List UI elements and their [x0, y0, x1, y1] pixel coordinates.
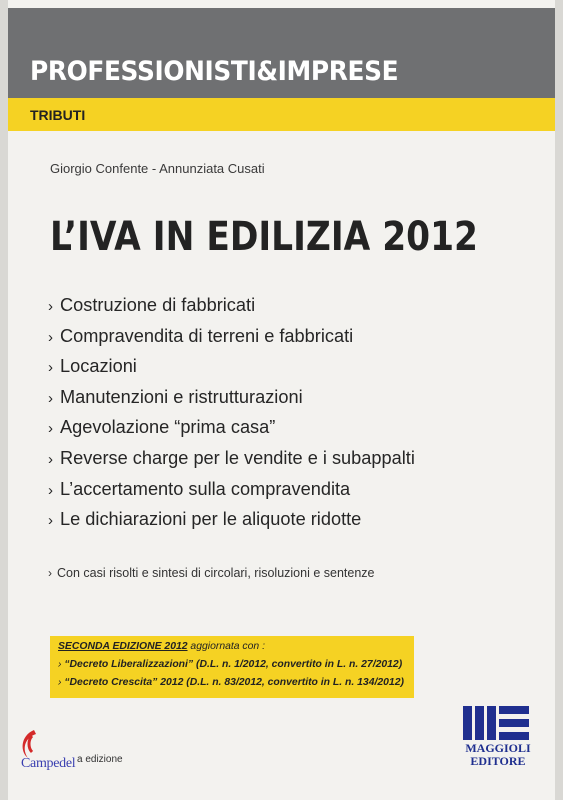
bullet-icon: ›: [48, 298, 53, 315]
bullet-icon: ›: [58, 659, 62, 670]
book-title: L’IVA IN EDILIZIA 2012: [50, 214, 478, 260]
category-band: [8, 98, 555, 131]
edition-label: a edizione: [77, 754, 123, 765]
edition-update-2: › “Decreto Crescita” 2012 (D.L. n. 83/2012, convertito in L. n. 134/2012): [58, 677, 404, 688]
topic-item: › Agevolazione “prima casa”: [48, 413, 415, 444]
topic-item: › Costruzione di fabbricati: [48, 291, 415, 322]
topic-item: › Manutenzioni e ristrutturazioni: [48, 383, 415, 414]
edition-box: [50, 636, 414, 698]
authors: Giorgio Confente - Annunziata Cusati: [50, 161, 265, 176]
bullet-icon: ›: [48, 450, 53, 468]
bullet-icon: ›: [48, 512, 53, 530]
topic-item: › L’accertamento sulla compravendita: [48, 475, 415, 506]
topic-item: › Compravendita di terreni e fabbricati: [48, 322, 415, 353]
bullet-icon: ›: [48, 566, 52, 580]
bullet-icon: ›: [48, 328, 53, 346]
bullet-icon: ›: [48, 389, 53, 407]
bullet-icon: ›: [48, 481, 53, 499]
topic-item: › Reverse charge per le vendite e i subappalti: [48, 444, 415, 475]
extras-note: › Con casi risolti e sintesi di circolari, risoluzioni e sentenze: [48, 566, 375, 580]
bullet-icon: ›: [48, 359, 53, 377]
left-edge: [0, 0, 8, 800]
bullet-icon: ›: [58, 677, 62, 688]
topic-item: › Le dichiarazioni per le aliquote ridotte: [48, 505, 415, 536]
series-title: PROFESSIONISTI&IMPRESE: [30, 56, 399, 87]
category-label: TRIBUTI: [30, 107, 86, 123]
publisher-name: MAGGIOLI EDITORE: [465, 741, 531, 768]
bookshop-stamp-text: Campedel: [21, 756, 76, 771]
edition-update-1: › “Decreto Liberalizzazioni” (D.L. n. 1/2012, convertito in L. n. 27/2012): [58, 659, 403, 670]
topic-list: [48, 291, 415, 536]
right-edge: [555, 0, 563, 800]
topic-item: › Locazioni: [48, 352, 415, 383]
edition-heading: SECONDA EDIZIONE 2012 aggiornata con :: [58, 641, 265, 652]
bullet-icon: ›: [48, 420, 53, 438]
maggioli-logo-icon: [463, 706, 529, 740]
